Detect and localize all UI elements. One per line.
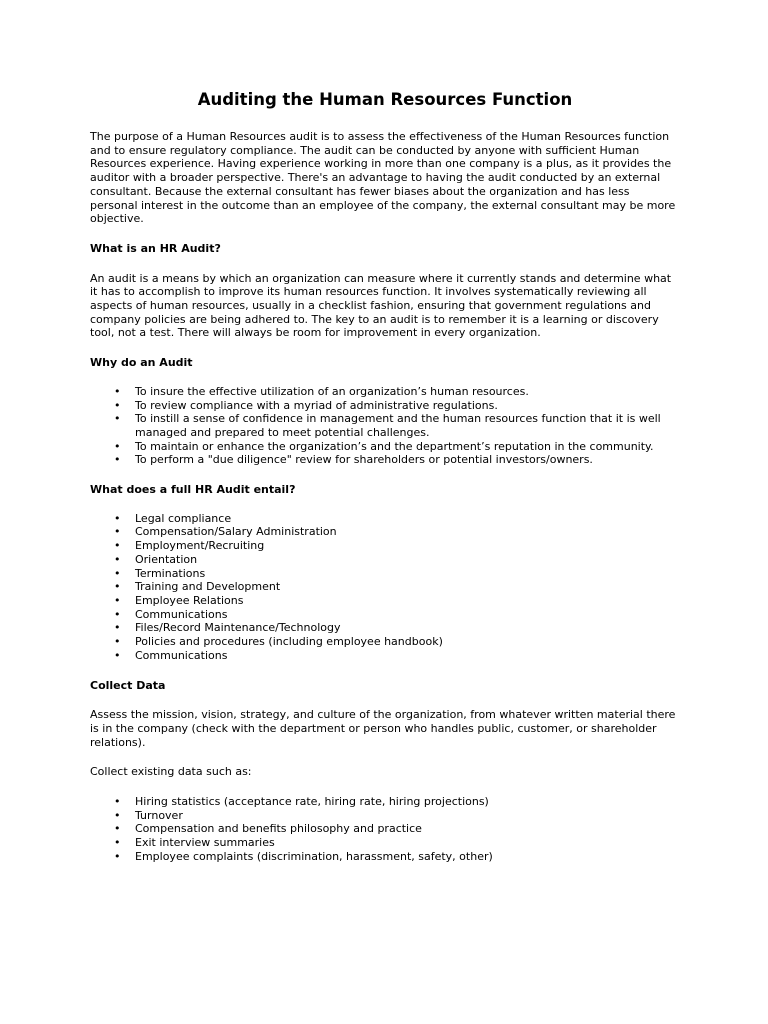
bullet: •: [114, 607, 121, 621]
bullet: •: [114, 849, 121, 863]
list-item-text: Employee complaints (discrimination, harassment, safety, other): [135, 849, 493, 863]
entail-list: [90, 512, 680, 663]
bullet: •: [114, 412, 121, 426]
list-item: [90, 567, 680, 581]
bullet: •: [114, 539, 121, 553]
list-item-text: Compensation and benefits philosophy and practice: [135, 822, 422, 836]
bullet: •: [114, 566, 121, 580]
bullet: •: [114, 552, 121, 566]
what-is-hr-audit-paragraph: An audit is a means by which an organization can measure where it currently stands and determine what it has to accomplish to improve its human resources function. It involves systematically reviewing all aspects of human resources, usually in a checklist fashion, ensuring that government regulations and company policies are being adhered to. The key to an audit is to remember it is a learning or discovery tool, not a test. There will always be room for improvement in every organization.: [90, 271, 672, 340]
bullet: •: [114, 822, 121, 836]
list-item-text: Communications: [135, 648, 228, 662]
list-item: [90, 621, 680, 635]
list-item-text: Orientation: [135, 552, 198, 566]
list-item-text: Training and Development: [135, 580, 281, 594]
bullet: •: [114, 525, 121, 539]
collect-data-list: [90, 795, 680, 864]
list-item: [90, 553, 680, 567]
list-item: [90, 836, 680, 850]
list-item-text: Policies and procedures (including employee handbook): [135, 635, 443, 649]
list-item: [90, 385, 680, 399]
list-item: [90, 822, 680, 836]
list-item: [90, 440, 680, 454]
list-item: [90, 649, 680, 663]
bullet: •: [114, 795, 121, 809]
document-page: [90, 88, 680, 864]
list-item-text: Exit interview summaries: [135, 836, 275, 850]
bullet: •: [114, 580, 121, 594]
collect-data-paragraph: Assess the mission, vision, strategy, and culture of the organization, from whatever written material there is in the company (check with the department or person who handles public, customer, or shareholder relations).: [90, 708, 676, 749]
list-item-text: Employee Relations: [135, 593, 244, 607]
bullet: •: [114, 836, 121, 850]
bullet: •: [114, 593, 121, 607]
list-item-text: Communications: [135, 607, 228, 621]
list-item: [90, 453, 680, 467]
list-item: [90, 525, 680, 539]
list-item: [90, 608, 680, 622]
list-item-text: Turnover: [135, 808, 183, 822]
list-item: [90, 512, 680, 526]
heading-what-is-hr-audit: What is an HR Audit?: [90, 241, 221, 255]
document-title: Auditing the Human Resources Function: [197, 90, 573, 109]
bullet: •: [114, 648, 121, 662]
bullet: •: [114, 635, 121, 649]
list-item: [90, 412, 680, 439]
list-item-text: Files/Record Maintenance/Technology: [135, 621, 341, 635]
bullet: •: [114, 511, 121, 525]
bullet: •: [114, 621, 121, 635]
list-item: [90, 795, 680, 809]
list-item-text: Compensation/Salary Administration: [135, 525, 337, 539]
heading-full-hr-audit-entail: What does a full HR Audit entail?: [90, 483, 296, 497]
why-audit-list: [90, 385, 680, 467]
list-item-text: Legal compliance: [135, 511, 232, 525]
list-item: [90, 399, 680, 413]
list-item-text: To perform a "due diligence" review for shareholders or potential investors/owners.: [135, 453, 593, 467]
bullet: •: [114, 384, 121, 398]
collect-existing-data-intro: Collect existing data such as:: [90, 765, 252, 779]
list-item: [90, 539, 680, 553]
intro-paragraph: The purpose of a Human Resources audit is to assess the effectiveness of the Human Resources function and to ensure regulatory compliance. The audit can be conducted by anyone with sufficient Human Resources experience. Having experience working in more than one company is a plus, as it provides the auditor with a broader perspective. There's an advantage to having the audit conducted by an external consultant. Because the external consultant has fewer biases about the organization and has less personal interest in the outcome than an employee of the company, the external consultant may be more objective.: [90, 130, 676, 226]
list-item: [90, 580, 680, 594]
list-item-text: Employment/Recruiting: [135, 539, 265, 553]
list-item: [90, 809, 680, 823]
list-item-text: To review compliance with a myriad of administrative regulations.: [135, 398, 498, 412]
heading-why-do-audit: Why do an Audit: [90, 356, 193, 370]
heading-collect-data: Collect Data: [90, 678, 166, 692]
list-item: [90, 850, 680, 864]
bullet: •: [114, 439, 121, 453]
bullet: •: [114, 453, 121, 467]
list-item-text: Terminations: [135, 566, 206, 580]
list-item: [90, 594, 680, 608]
list-item: [90, 635, 680, 649]
bullet: •: [114, 808, 121, 822]
list-item-text: To maintain or enhance the organization’s and the department’s reputation in the community.: [135, 439, 654, 453]
list-item-text: To instill a sense of confidence in management and the human resources function that it is well managed and prepared to meet potential challenges.: [135, 412, 661, 439]
list-item-text: Hiring statistics (acceptance rate, hiring rate, hiring projections): [135, 795, 489, 809]
list-item-text: To insure the effective utilization of an organization’s human resources.: [135, 384, 529, 398]
bullet: •: [114, 398, 121, 412]
